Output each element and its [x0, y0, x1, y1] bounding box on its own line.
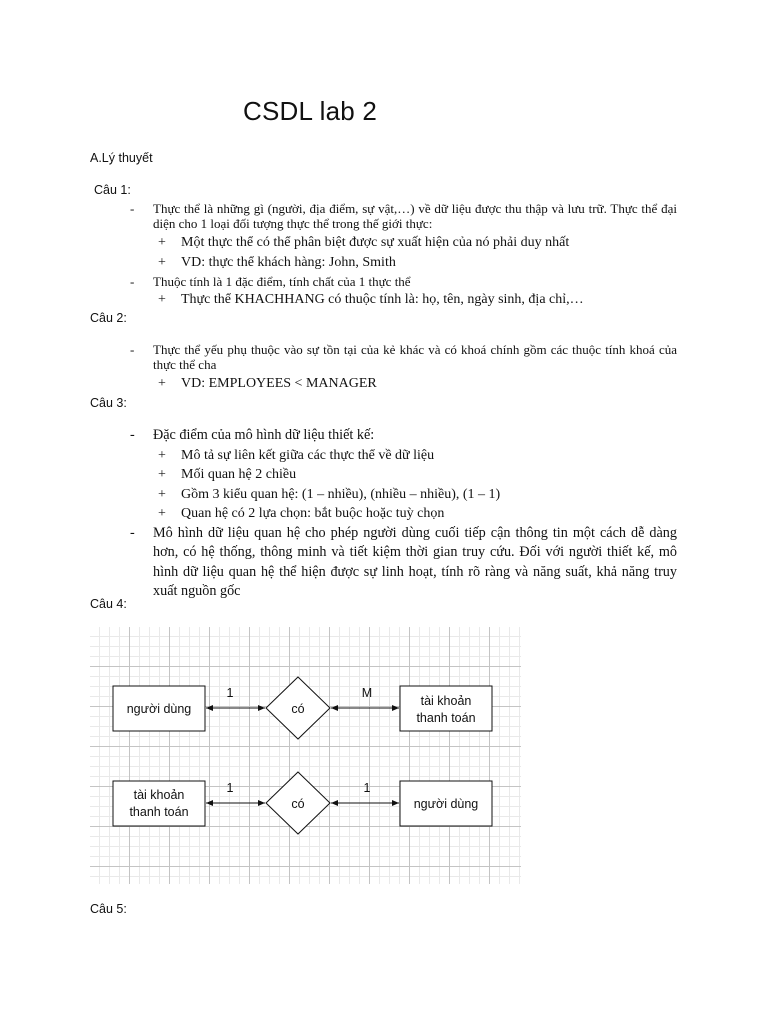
sub-bullet [158, 465, 677, 485]
relationship-have-label: có [291, 797, 305, 811]
bullet-text: Thực thể yếu phụ thuộc vào sự tồn tại của kẻ khác và có khoá chính gồm các thuộc tính khoá của thực thể cha [153, 342, 677, 372]
sub-bullet-text: VD: thực thể khách hàng: John, Smith [181, 255, 396, 270]
question-4-label: Câu 4: [90, 597, 127, 611]
entity-payment-account-label: thanh toán [416, 711, 476, 725]
question-1-bullet-entity [130, 201, 677, 231]
cardinality-label: 1 [363, 781, 371, 795]
dash-marker: - [130, 342, 135, 357]
bullet-text: Thực thể là những gì (người, địa điểm, sự vật,…) về dữ liệu được thu thập và lưu trữ. Thực thể đại diện cho 1 loại đối tượng thực thể trong thế giới thực: [153, 201, 677, 231]
section-heading-theory: A.Lý thuyết [90, 151, 153, 165]
dash-marker: - [130, 274, 135, 289]
sub-bullet-text: Thực thể KHACHHANG có thuộc tính là: họ, tên, ngày sinh, địa chỉ,… [181, 292, 584, 307]
question-2-content [130, 342, 677, 394]
sub-bullet [158, 485, 677, 505]
question-1-content [130, 201, 677, 310]
sub-bullet-text: Mối quan hệ 2 chiều [181, 467, 297, 482]
sub-bullet [158, 504, 677, 524]
entity-user-label: người dùng [413, 797, 479, 811]
er-diagram [90, 627, 521, 884]
relationship-have-label: có [291, 702, 305, 716]
sub-bullet-text: Mô tả sự liên kết giữa các thực thể về dữ liệu [181, 447, 435, 463]
entity-payment-account-label: thanh toán [129, 805, 189, 819]
cardinality-label: 1 [226, 686, 234, 700]
sub-bullet-text: Gồm 3 kiểu quan hệ: (1 – nhiều), (nhiều – nhiều), (1 – 1) [181, 486, 501, 502]
dash-marker: - [130, 427, 135, 443]
sub-bullet [158, 253, 677, 273]
question-1-label: Câu 1: [94, 183, 131, 197]
plus-marker: + [158, 376, 166, 391]
sub-bullet [158, 290, 677, 310]
er-diagram-svg [90, 627, 521, 884]
sub-bullet-text: Một thực thể có thể phân biệt được sự xuất hiện của nó phải duy nhất [181, 235, 570, 250]
entity-user-label: người dùng [126, 702, 192, 716]
sub-bullet [158, 233, 677, 253]
sub-bullet-text: Quan hệ có 2 lựa chọn: bắt buộc hoặc tuỳ chọn [181, 506, 445, 521]
plus-marker: + [158, 447, 166, 463]
sub-bullet [158, 446, 677, 466]
bullet-text: Mô hình dữ liệu quan hệ cho phép người dùng cuối tiếp cận thông tin một cách dễ dàng hơn, có hệ thống, thông minh và tiết kiệm thời gian truy cứu. Đối với người thiết kế, mô hình dữ liệu quan hệ thể hiện được sự linh hoạt, tính rõ ràng và năng suất, khả năng truy xuất nguồn gốc [153, 524, 677, 599]
plus-marker: + [158, 467, 166, 482]
question-3-label: Câu 3: [90, 396, 127, 410]
sub-bullet [158, 374, 677, 394]
dash-marker: - [130, 524, 135, 541]
cardinality-label: M [361, 686, 373, 700]
plus-marker: + [158, 235, 166, 250]
sub-bullet-text: VD: EMPLOYEES < MANAGER [181, 376, 377, 391]
question-2-label: Câu 2: [90, 311, 127, 325]
question-1-bullet-attribute [130, 274, 677, 289]
question-3-bullet-relational-model [130, 524, 677, 602]
question-3-content [130, 426, 677, 602]
question-2-bullet-weak-entity [130, 342, 677, 372]
plus-marker: + [158, 506, 166, 521]
plus-marker: + [158, 292, 166, 307]
page-title: CSDL lab 2 [243, 96, 377, 126]
bullet-text: Đặc điểm của mô hình dữ liệu thiết kế: [153, 427, 375, 443]
dash-marker: - [130, 201, 135, 216]
entity-payment-account-label: tài khoản [133, 788, 185, 802]
question-3-bullet-features [130, 426, 677, 446]
plus-marker: + [158, 486, 166, 502]
plus-marker: + [158, 255, 166, 270]
cardinality-label: 1 [226, 781, 234, 795]
bullet-text: Thuộc tính là 1 đặc điểm, tính chất của 1 thực thể [153, 274, 411, 289]
question-5-label: Câu 5: [90, 902, 127, 916]
entity-payment-account-label: tài khoản [420, 694, 472, 708]
